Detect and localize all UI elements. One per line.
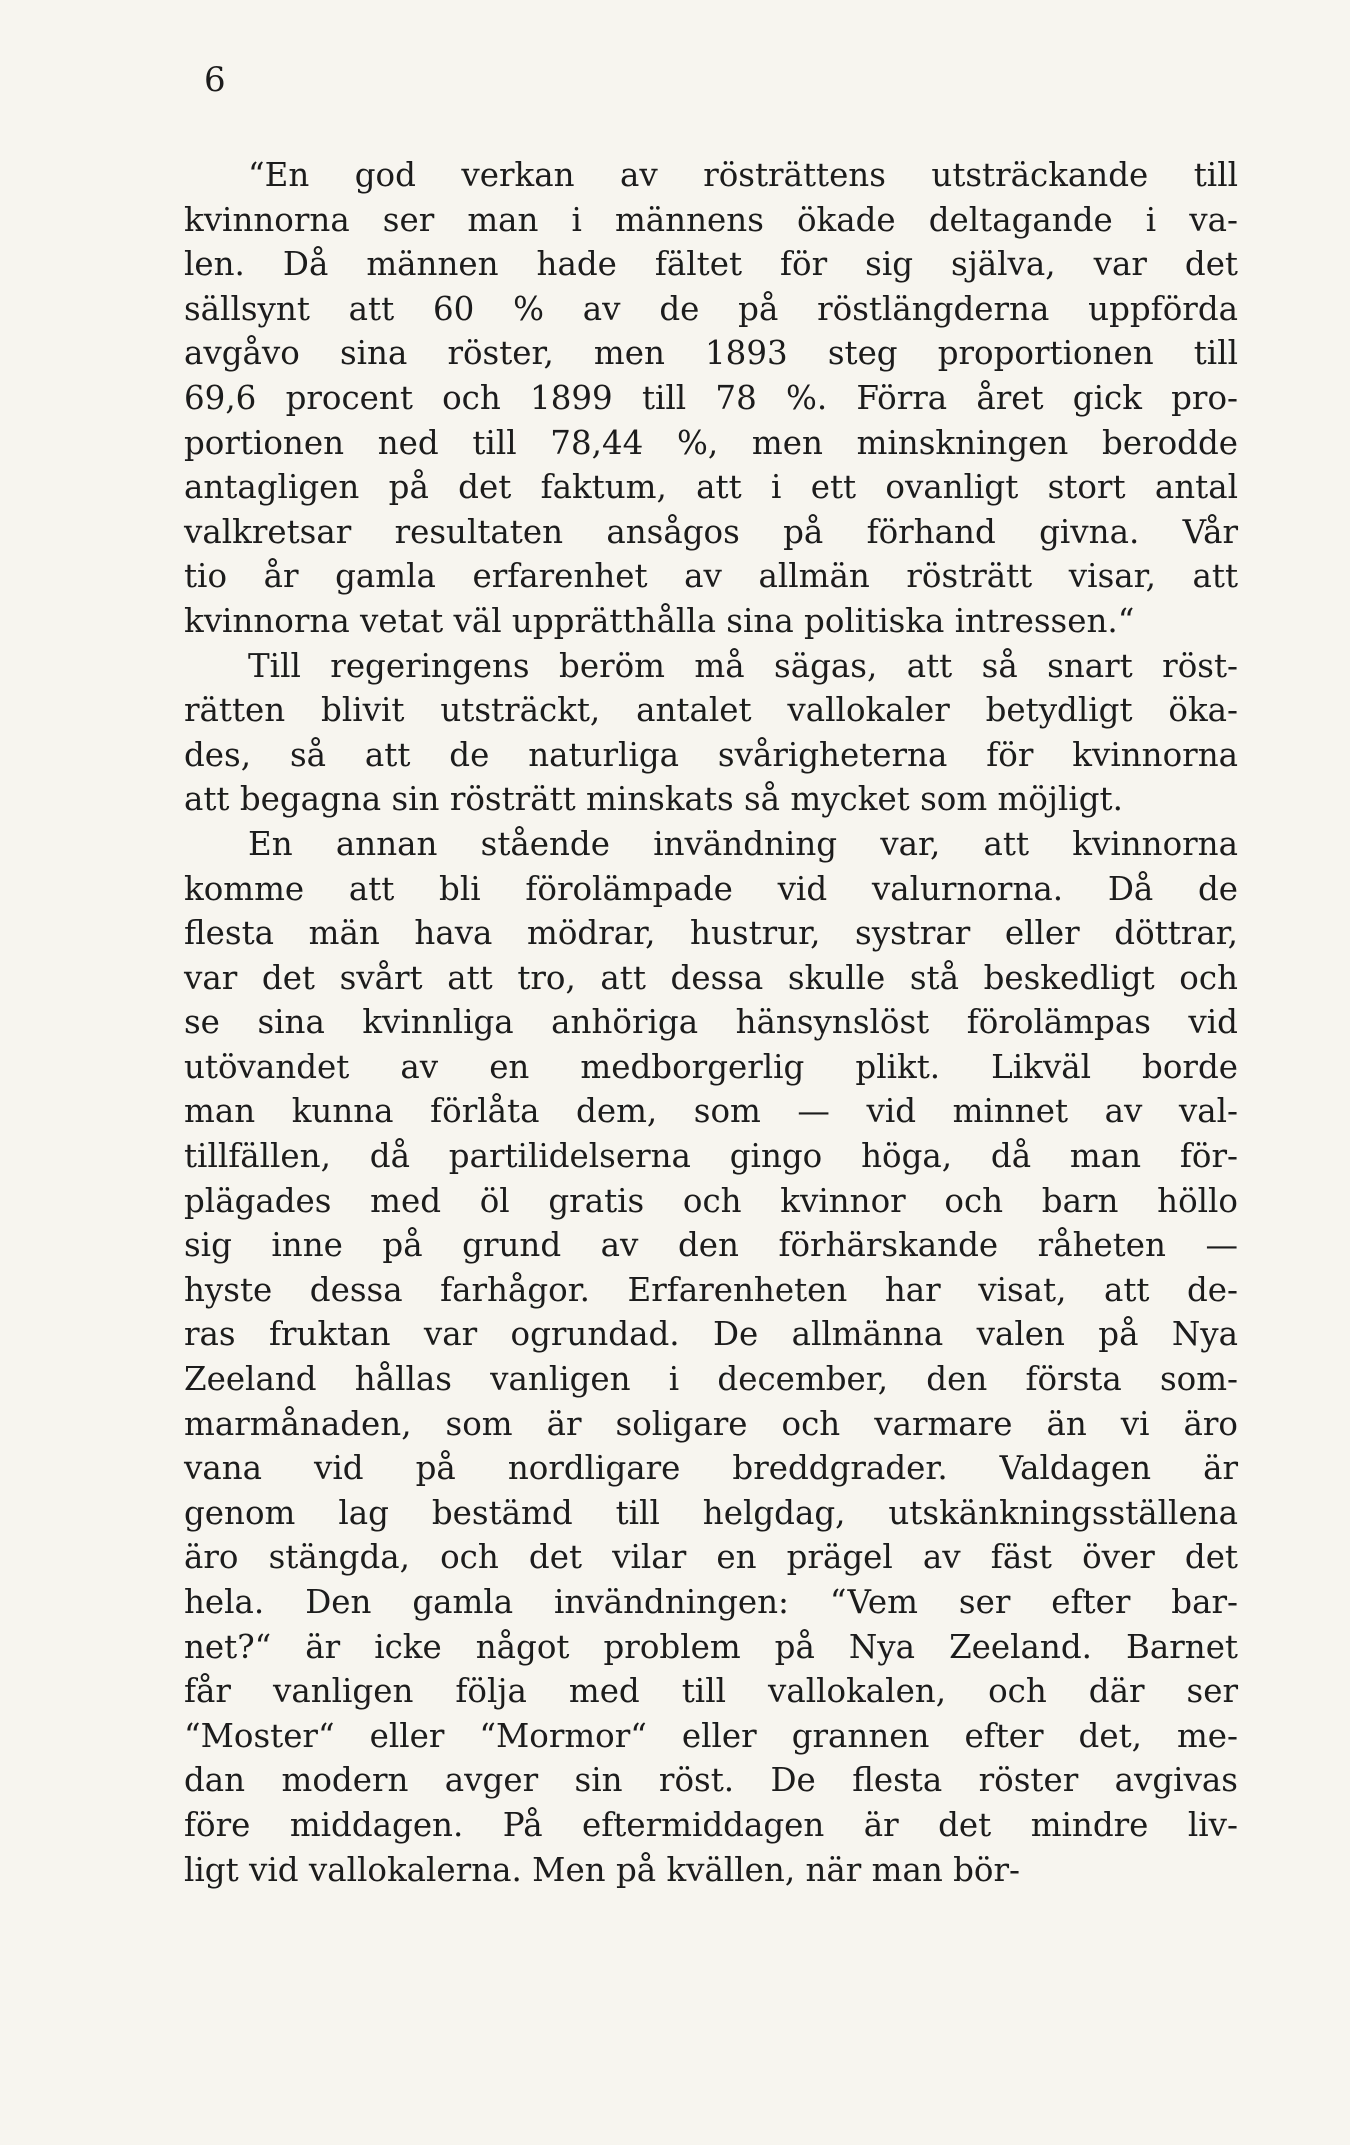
text-line: får vanligen följa med till vallokalen, och där ser (184, 1672, 1238, 1711)
text-line: kvinnorna vetat väl upprätthålla sina politiska intressen.“ (184, 601, 1135, 640)
text-line: vana vid på nordligare breddgrader. Valdagen är (184, 1449, 1238, 1488)
text-line: ras fruktan var ogrundad. De allmänna valen på Nya (184, 1315, 1238, 1354)
text-line: äro stängda, och det vilar en prägel av fäst över det (184, 1538, 1238, 1577)
text-line: valkretsar resultaten ansågos på förhand givna. Vår (184, 512, 1238, 551)
text-line: hela. Den gamla invändningen: “Vem ser efter bar- (184, 1583, 1238, 1621)
body-text (184, 153, 1238, 1892)
text-line: des, så att de naturliga svårigheterna för kvinnorna (184, 735, 1238, 774)
text-line: att begagna sin rösträtt minskats så mycket som möjligt. (184, 780, 1123, 819)
text-line: marmånaden, som är soligare och varmare än vi äro (184, 1404, 1238, 1443)
text-line: avgåvo sina röster, men 1893 steg proportionen till (184, 334, 1238, 373)
text-line: rätten blivit utsträckt, antalet vallokaler betydligt öka- (184, 691, 1238, 730)
text-line: plägades med öl gratis och kvinnor och barn höllo (184, 1181, 1238, 1220)
text-line: sällsynt att 60 % av de på röstlängderna uppförda (184, 289, 1238, 328)
text-line: “En god verkan av rösträttens utsträckande till (248, 156, 1238, 194)
text-line: utövandet av en medborgerlig plikt. Likväl borde (184, 1047, 1238, 1086)
text-line: dan modern avger sin röst. De flesta röster avgivas (184, 1761, 1238, 1800)
text-line: flesta män hava mödrar, hustrur, systrar eller döttrar, (184, 914, 1238, 953)
text-line: man kunna förlåta dem, som — vid minnet av val- (184, 1092, 1238, 1131)
text-line: sig inne på grund av den förhärskande råheten — (184, 1226, 1238, 1265)
text-line: “Moster“ eller “Mormor“ eller grannen efter det, me- (184, 1716, 1238, 1755)
text-line: En annan stående invändning var, att kvinnorna (248, 824, 1238, 863)
text-line: portionen ned till 78,44 %, men minskningen berodde (184, 423, 1238, 462)
text-line: kvinnorna ser man i männens ökade deltagande i va- (184, 200, 1238, 239)
text-line: före middagen. På eftermiddagen är det mindre liv- (184, 1805, 1238, 1844)
text-line: se sina kvinnliga anhöriga hänsynslöst förolämpas vid (184, 1003, 1238, 1042)
text-line: antagligen på det faktum, att i ett ovanligt stort antal (184, 468, 1238, 507)
text-line: Till regeringens beröm må sägas, att så snart röst- (248, 646, 1238, 685)
page-number: 6 (204, 60, 226, 100)
text-line: tillfällen, då partilidelserna gingo höga, då man för- (184, 1137, 1238, 1176)
text-line: genom lag bestämd till helgdag, utskänkningsställena (184, 1493, 1238, 1532)
text-line: ligt vid vallokalerna. Men på kvällen, när man bör- (184, 1850, 1021, 1889)
text-line: tio år gamla erfarenhet av allmän rösträtt visar, att (184, 557, 1238, 596)
text-line: var det svårt att tro, att dessa skulle stå beskedligt och (184, 958, 1238, 997)
text-line: hyste dessa farhågor. Erfarenheten har visat, att de- (184, 1270, 1238, 1309)
text-line: len. Då männen hade fältet för sig själva, var det (184, 245, 1238, 284)
text-line: 69,6 procent och 1899 till 78 %. Förra året gick pro- (184, 378, 1238, 417)
text-line: net?“ är icke något problem på Nya Zeeland. Barnet (184, 1627, 1238, 1666)
text-line: komme att bli förolämpade vid valurnorna. Då de (184, 869, 1238, 908)
text-line: Zeeland hållas vanligen i december, den första som- (184, 1360, 1238, 1399)
